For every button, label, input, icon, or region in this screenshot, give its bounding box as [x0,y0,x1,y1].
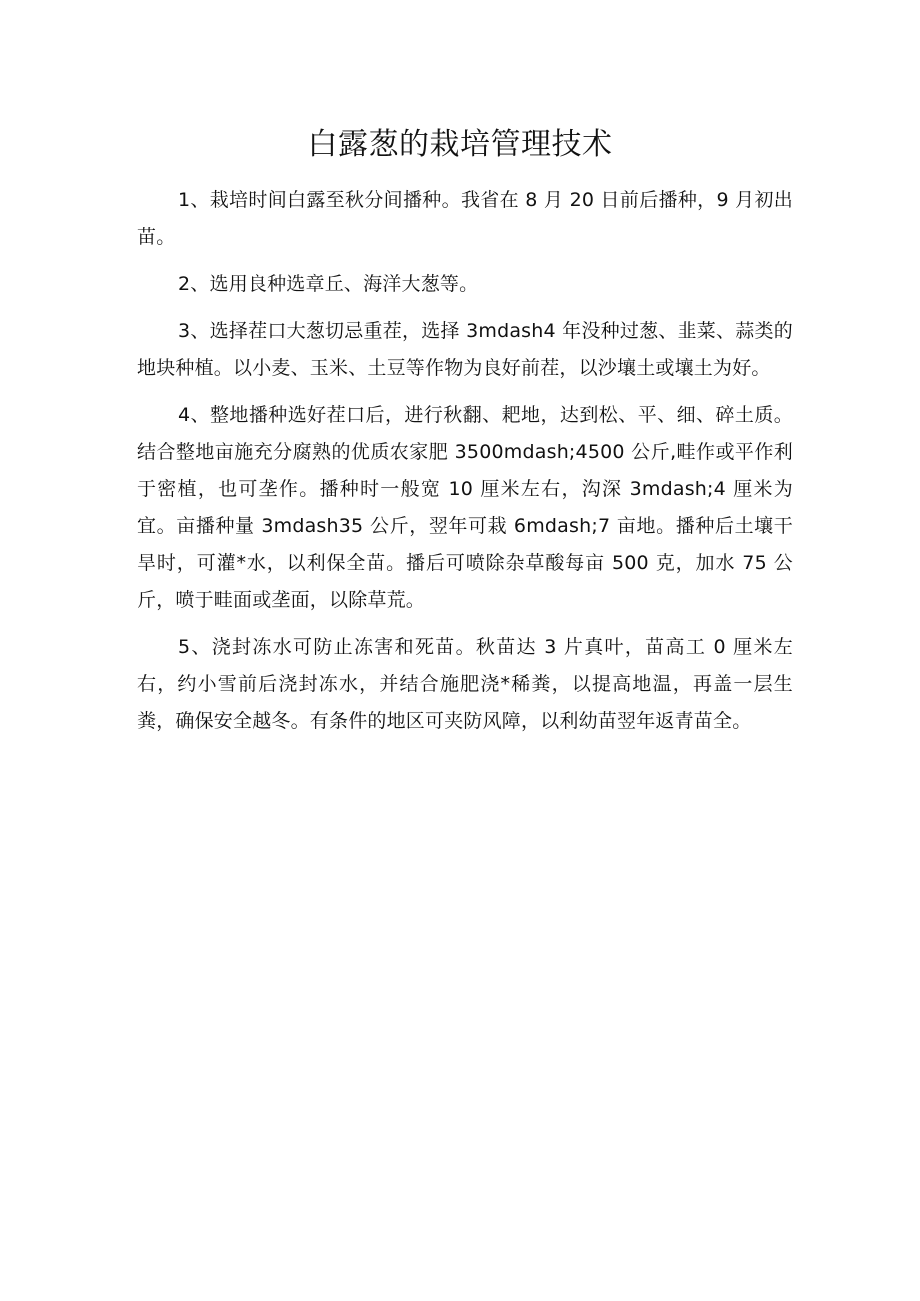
paragraph-4: 4、整地播种选好茬口后，进行秋翻、耙地，达到松、平、细、碎土质。结合整地亩施充分腐熟的优质农家肥 3500mdash;4500 公斤,畦作或平作利于密植，也可垄作。播种时一般宽 10 厘米左右，沟深 3mdash;4 厘米为宜。亩播种量 3mdash35 公斤，翌年可栽 6mdash;7 亩地。播种后土壤干旱时，可灌*水，以利保全苗。播后可喷除杂草酸每亩 500 克，加水 75 公斤，喷于畦面或垄面，以除草荒。 [137,404,793,611]
paragraph-5: 5、浇封冻水可防止冻害和死苗。秋苗达 3 片真叶，苗高工 0 厘米左右，约小雪前后浇封冻水，并结合施肥浇*稀粪，以提高地温，再盖一层生粪，确保安全越冬。有条件的地区可夹防风障，以利幼苗翌年返青苗全。 [137,636,793,732]
paragraph-1: 1、栽培时间白露至秋分间播种。我省在 8 月 20 日前后播种，9 月初出苗。 [137,189,793,248]
document-title: 白露葱的栽培管理技术 [307,127,613,162]
paragraph-3: 3、选择茬口大葱切忌重茬，选择 3mdash4 年没种过葱、韭菜、蒜类的地块种植。以小麦、玉米、土豆等作物为良好前茬，以沙壤土或壤土为好。 [137,320,793,379]
document-body [137,182,793,750]
paragraph-2: 2、选用良种选章丘、海洋大葱等。 [178,273,479,295]
